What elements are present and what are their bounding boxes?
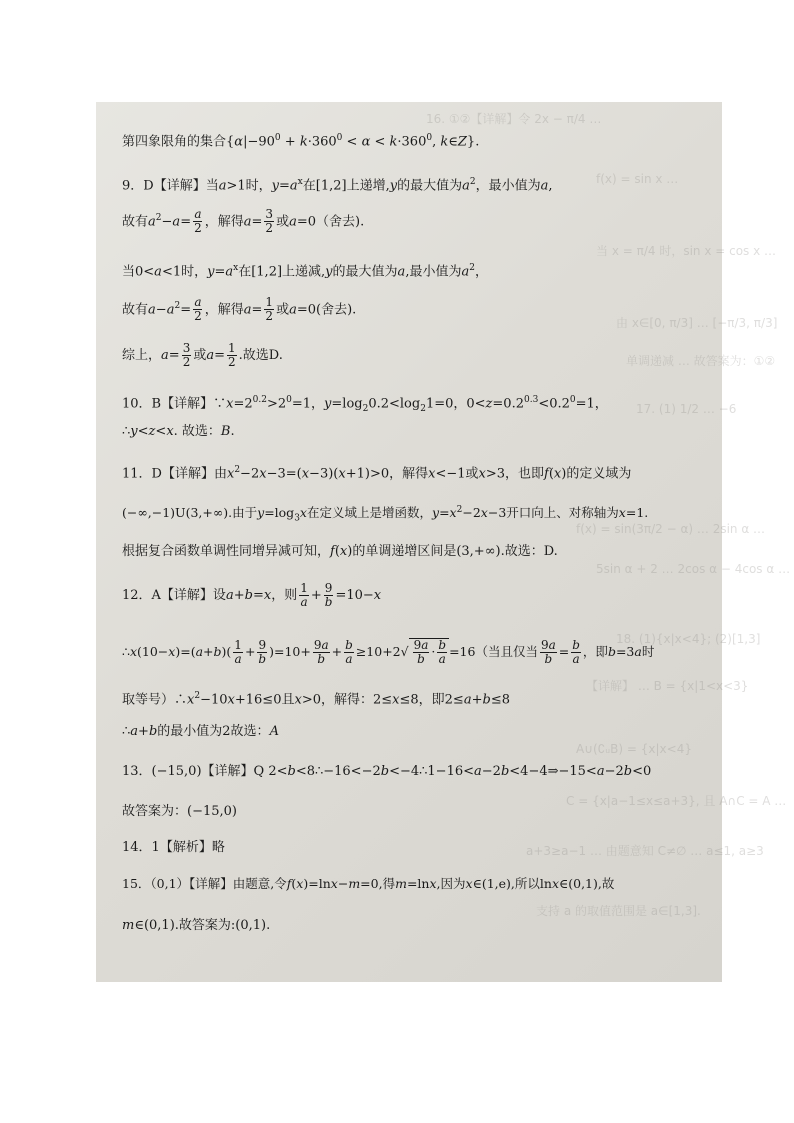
text-line-16: 故答案为：(−15,0) [122,804,237,819]
text-line-1: 9．D【详解】当a>1时，$y=a^x$在[1,2]上递增,y的最大值为$a^2$，最小值为a, [122,177,553,194]
text-line-11: 12．A【详解】设a+b=x，则 $\frac{1}{a}$ + $\frac{9}{b}$ =10−x [122,581,382,609]
text-line-3: 当0<a<1时，$y=a^x$在[1,2]上递减,y的最大值为a,最小值为$a^2$， [122,263,488,280]
text-line-15: 13．(−15,0)【详解】Q 2<b<8∴−16<−2b<−4∴1−16<a−2b<4−4⇒−15<a−2b<0 [122,764,652,779]
bleed-through-text: f(x) = sin(3π/2 − α) … 2sin α … [576,522,766,536]
text-line-7: ∴y<z<x. 故选：B. [122,424,235,439]
bleed-through-text: 18. (1){x|x<4}; (2)[1,3] [616,632,761,646]
text-line-9: (−∞,−1)U(3,+∞).由于$y=\log_3x$在定义域上是增函数，$y=x^2-2x-3$开口向上、对称轴为x=1. [122,505,649,524]
text-line-14: ∴a+b的最小值为2故选：A [122,724,279,739]
text-line-5: 综上，a= $\frac{3}{2}$ 或a= $\frac{1}{2}$ .故选D. [122,341,283,369]
text-line-4: 故有$a-a^2=$ $\frac{a}{2}$ ，解得a= $\frac{1}{2}$ 或a=0(舍去). [122,295,357,324]
text-line-19: m∈(0,1).故答案为:(0,1). [122,918,271,933]
text-line-18: 15．（0,1）【详解】由题意,令f(x)=lnx−m=0,得m=lnx,因为x∈(1,e),所以lnx∈(0,1),故 [122,876,615,891]
text-line-10: 根据复合函数单调性同增异减可知，f(x)的单调递增区间是(3,+∞).故选：D. [122,544,558,559]
bleed-through-text: 单调递减 … 故答案为：①② [626,354,776,368]
text-line-6: 10．B【详解】$\because x=2^{0.2}>2^0=1$，$y=\log_20.2<\log_21=0$，$0<z=0.2^{0.3}<0.2^0=1$， [122,395,608,414]
bleed-through-text: C = {x|a−1≤x≤a+3}, 且 A∩C = A … [566,794,787,808]
bleed-through-text: 支持 a 的取值范围是 a∈[1,3]. [536,904,701,918]
bleed-through-text: 5sin α + 2 … 2cos α − 4cos α … [596,562,791,576]
bleed-through-text: A∪(∁ᵤB) = {x|x<4} [576,742,692,756]
text-line-8: 11．D【详解】由$x^2-2x-3=(x-3)(x+1)>0$，解得x<−1或x>3，也即f(x)的定义域为 [122,465,632,482]
bleed-through-text: 由 x∈[0, π/3] … [−π/3, π/3] [616,316,778,330]
bleed-through-text: 17. (1) 1/2 … −6 [636,402,737,416]
text-line-0: 第四象限角的集合{$\alpha|-90^0 + k\cdot 360^0 < \alpha < k\cdot 360^0$, k∈Z}. [122,133,480,150]
text-line-13: 取等号）$\therefore x^2-10x+16\le 0$且x>0，解得：2≤x≤8，即2≤a+b≤8 [122,691,510,708]
bleed-through-text: 当 x = π/4 时，sin x = cos x … [596,244,777,258]
bleed-through-text: a+3≥a−1 … 由题意知 C≠∅ … a≤1, a≥3 [526,844,764,858]
text-line-2: 故有$a^2-a=$ $\frac{a}{2}$ ，解得a= $\frac{3}{2}$ 或a=0（舍去). [122,207,365,236]
bleed-through-text: 【详解】 … B = {x|1<x<3} [586,679,749,693]
bleed-through-text: 16. ①②【详解】令 2x − π/4 … [426,112,602,126]
photographed-page [96,102,791,982]
text-line-17: 14．1【解析】略 [122,840,225,855]
bleed-through-text: f(x) = sin x … [596,172,679,186]
text-line-12: ∴x(10−x)=(a+b)( $\frac{1}{a}$ + $\frac{9}{b}$ )=10+ $\frac{9a}{b}$ + $\frac{b}{a}$ ≥10+2√ $\frac{9a}{b}$ · $\frac{b}{a}$ =16（当且仅当 $\frac{9a}{b}$ = $\frac{b}{a}$ ，即b=3a时 [122,638,655,666]
